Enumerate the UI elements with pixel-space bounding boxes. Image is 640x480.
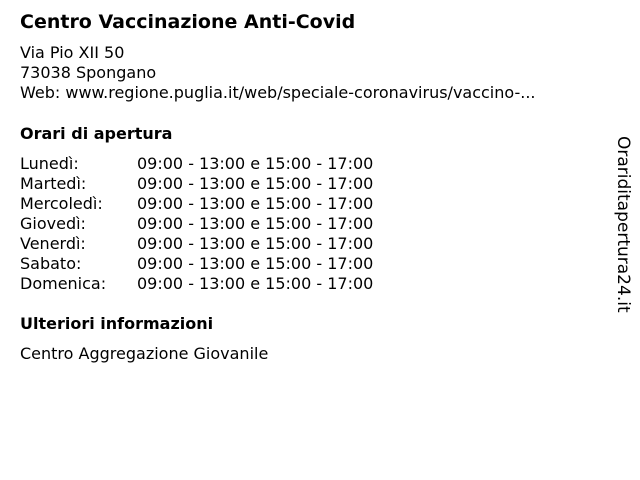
opening-hours-table <box>20 154 373 294</box>
hours-row-saturday <box>20 254 373 274</box>
hours-row-sunday <box>20 274 373 294</box>
website-link[interactable]: Web: www.regione.puglia.it/web/speciale-coronavirus/vaccino-... <box>20 83 536 102</box>
time-range: 09:00 - 13:00 e 15:00 - 17:00 <box>137 254 374 273</box>
hours-row-thursday <box>20 214 373 234</box>
time-range: 09:00 - 13:00 e 15:00 - 17:00 <box>137 194 374 213</box>
city-address: 73038 Spongano <box>20 63 157 82</box>
hours-row-wednesday <box>20 194 373 214</box>
street-address: Via Pio XII 50 <box>20 43 125 62</box>
time-range: 09:00 - 13:00 e 15:00 - 17:00 <box>137 274 374 293</box>
day-label: Giovedì: <box>20 214 86 233</box>
hours-row-monday <box>20 154 373 174</box>
day-label: Martedì: <box>20 174 87 193</box>
site-watermark <box>612 136 634 313</box>
time-range: 09:00 - 13:00 e 15:00 - 17:00 <box>137 214 374 233</box>
day-label: Mercoledì: <box>20 194 103 213</box>
address-block <box>20 43 536 103</box>
opening-hours-heading: Orari di apertura <box>20 124 173 143</box>
day-label: Sabato: <box>20 254 82 273</box>
time-range: 09:00 - 13:00 e 15:00 - 17:00 <box>137 154 374 173</box>
day-label: Domenica: <box>20 274 107 293</box>
page-title: Centro Vaccinazione Anti-Covid <box>20 11 356 33</box>
more-info-text: Centro Aggregazione Giovanile <box>20 344 269 363</box>
time-range: 09:00 - 13:00 e 15:00 - 17:00 <box>137 174 374 193</box>
more-info-heading: Ulteriori informazioni <box>20 314 214 333</box>
hours-row-tuesday <box>20 174 373 194</box>
time-range: 09:00 - 13:00 e 15:00 - 17:00 <box>137 234 374 253</box>
day-label: Venerdì: <box>20 234 86 253</box>
hours-row-friday <box>20 234 373 254</box>
day-label: Lunedì: <box>20 154 79 173</box>
watermark-text: Orariditapertura24.it <box>613 136 633 313</box>
